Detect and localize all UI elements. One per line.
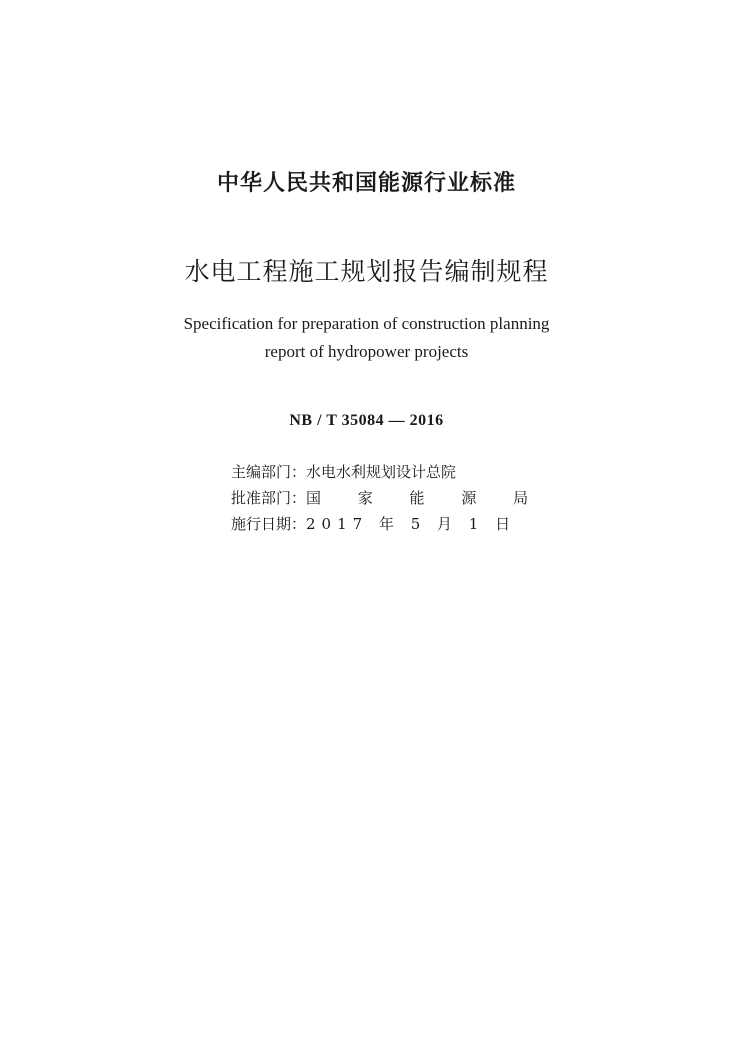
meta-row-editor (231, 459, 544, 485)
meta-label-editor: 主编部门： (231, 463, 307, 481)
meta-label-effective-date: 施行日期： (231, 515, 307, 533)
title-english-line-2: report of hydropower projects (264, 342, 469, 361)
document-meta-block (231, 459, 544, 537)
standard-code: NB / T 35084 — 2016 (289, 412, 444, 429)
standard-category-header: 中华人民共和国能源行业标准 (216, 171, 516, 196)
meta-row-effective-date (231, 511, 544, 537)
meta-value-approver: 国 家 能 源 局 (306, 489, 545, 507)
meta-row-approver (231, 485, 544, 511)
title-english-line-1: Specification for preparation of construction planning (183, 314, 550, 333)
meta-value-editor: 水电水利规划设计总院 (306, 463, 457, 481)
document-title-chinese: 水电工程施工规划报告编制规程 (184, 257, 549, 286)
document-title-english (0, 310, 733, 366)
meta-value-effective-date: 2017 年 5 月 1 日 (306, 515, 517, 533)
meta-label-approver: 批准部门： (231, 489, 307, 507)
